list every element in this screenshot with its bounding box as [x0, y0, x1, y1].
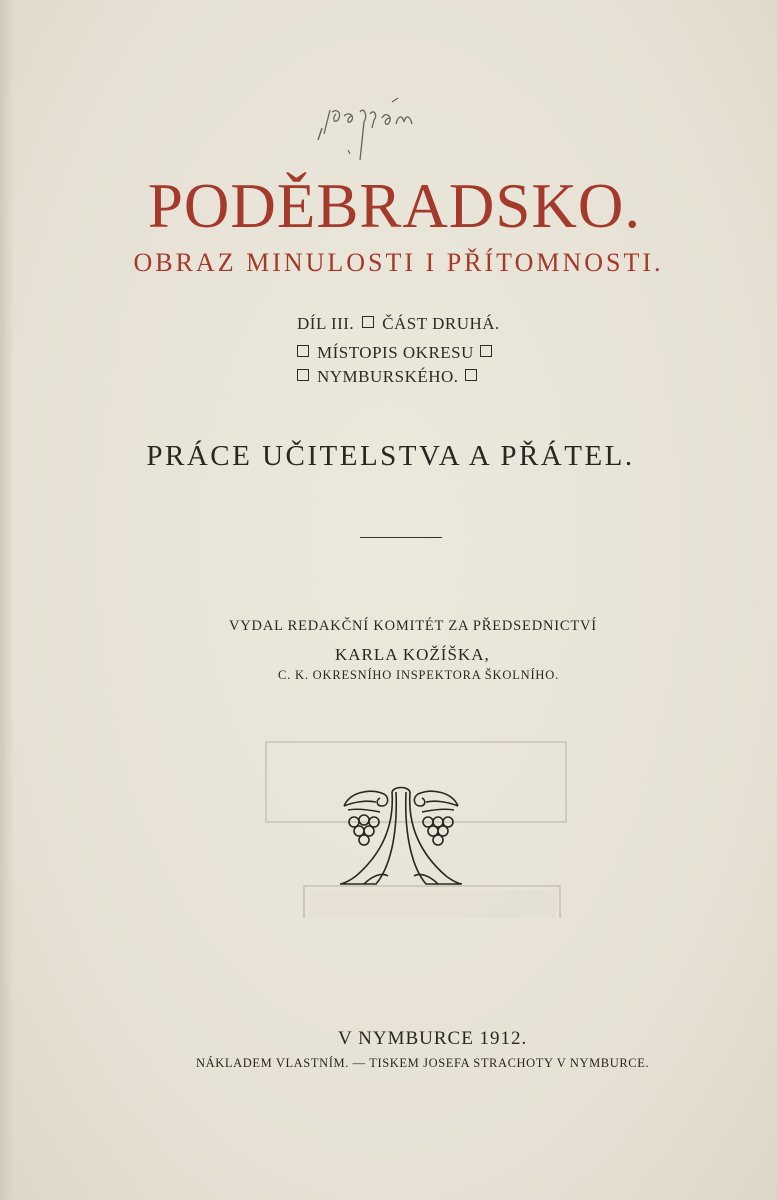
volume-line	[297, 314, 500, 334]
work-by-line: PRÁCE UČITELSTVA A PŘÁTEL.	[146, 440, 635, 472]
square-ornament-icon	[297, 345, 309, 357]
square-ornament-icon	[480, 345, 492, 357]
editor-title: C. K. OKRESNÍHO INSPEKTORA ŠKOLNÍHO.	[278, 668, 560, 682]
square-ornament-icon	[362, 316, 374, 328]
page-subtitle: OBRAZ MINULOSTI I PŘÍTOMNOSTI.	[133, 248, 664, 277]
publisher-line: NÁKLADEM VLASTNÍM. — TISKEM JOSEFA STRACHOTY V NYMBURCE.	[196, 1056, 650, 1070]
handwritten-note	[312, 88, 462, 168]
page-title: PODĚBRADSKO.	[147, 171, 642, 241]
issued-by-line: VYDAL REDAKČNÍ KOMITÉT ZA PŘEDSEDNICTVÍ	[229, 618, 597, 634]
editor-name: KARLA KOŽÍŠKA,	[335, 645, 490, 664]
divider-rule	[360, 537, 442, 538]
section-label: ČÁST DRUHÁ.	[382, 314, 500, 333]
volume-label: DÍL III.	[297, 314, 355, 333]
topic-line-1	[297, 343, 498, 363]
topic-line-1-text: MÍSTOPIS OKRESU	[317, 343, 474, 362]
floral-ornament-icon	[336, 780, 466, 890]
topic-line-2	[297, 367, 483, 387]
place-and-year: V NYMBURCE 1912.	[338, 1028, 528, 1049]
square-ornament-icon	[297, 369, 309, 381]
topic-line-2-text: NYMBURSKÉHO.	[317, 367, 459, 386]
square-ornament-icon	[465, 369, 477, 381]
